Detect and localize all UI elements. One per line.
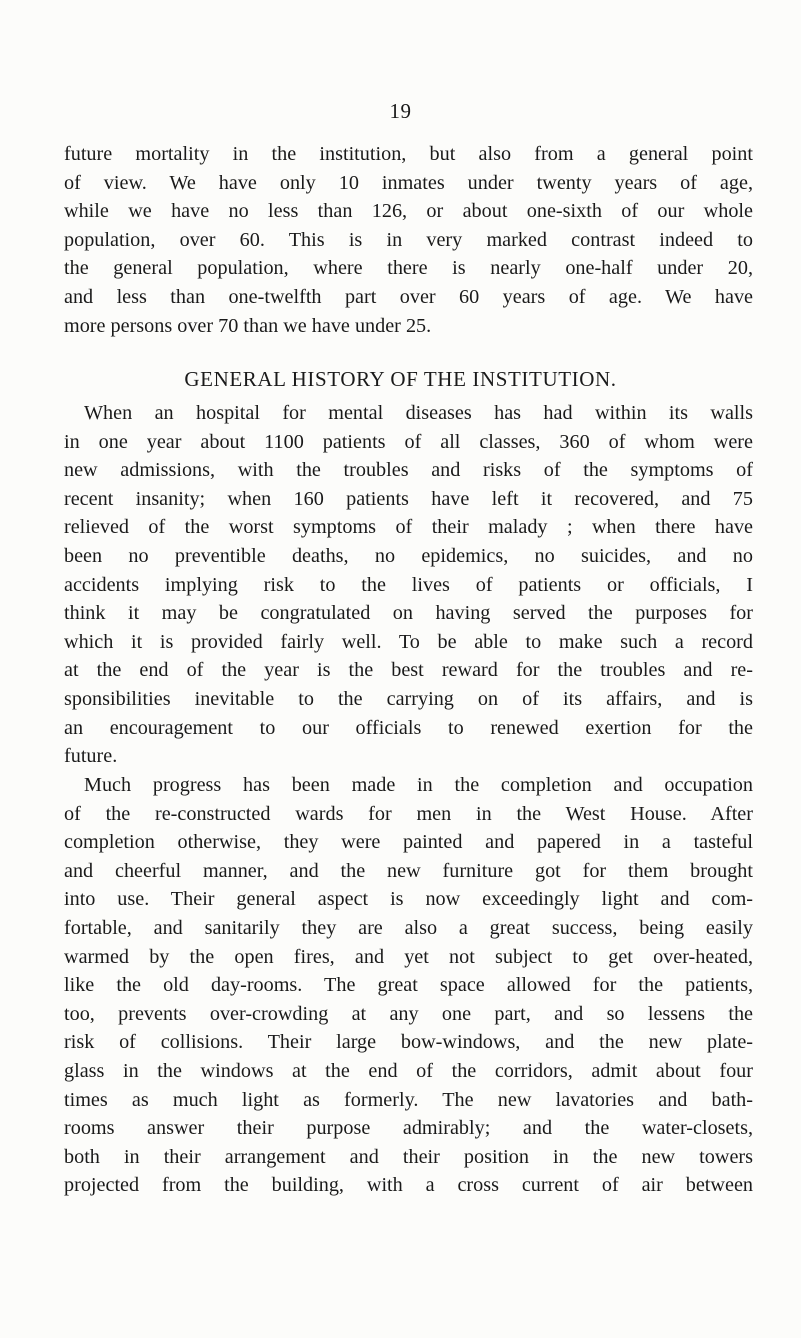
text-line: at the end of the year is the best reward for the troubles and re- — [64, 659, 753, 682]
text-line: think it may be congratulated on having served the purposes for — [64, 602, 753, 625]
text-line: both in their arrangement and their position in the new towers — [64, 1145, 753, 1168]
text-line: an encouragement to our officials to renewed exertion for the — [64, 716, 753, 739]
paragraph-general-history — [64, 399, 753, 771]
text-line: risk of collisions. Their large bow-windows, and the new plate- — [64, 1031, 753, 1054]
text-line: and less than one-twelfth part over 60 years of age. We have — [64, 285, 753, 308]
text-line: while we have no less than 126, or about one-sixth of our whole — [64, 200, 753, 223]
text-line: recent insanity; when 160 patients have left it recovered, and 75 — [64, 487, 753, 510]
text-line: into use. Their general aspect is now exceedingly light and com- — [64, 888, 753, 911]
text-line: the general population, where there is nearly one-half under 20, — [64, 257, 753, 280]
text-line: accidents implying risk to the lives of patients or officials, I — [64, 573, 753, 596]
text-line: future. — [64, 745, 118, 768]
text-line: warmed by the open fires, and yet not subject to get over-heated, — [64, 945, 753, 968]
page-number: 19 — [389, 99, 412, 123]
text-line: too, prevents over-crowding at any one part, and so lessens the — [64, 1002, 753, 1025]
text-line: population, over 60. This is in very marked contrast indeed to — [64, 228, 753, 251]
text-line: been no preventible deaths, no epidemics, no suicides, and no — [64, 544, 753, 567]
text-line: rooms answer their purpose admirably; and the water-closets, — [64, 1117, 753, 1140]
text-line: new admissions, with the troubles and risks of the symptoms of — [64, 459, 753, 482]
paragraph-mortality — [64, 140, 753, 340]
text-line: like the old day-rooms. The great space allowed for the patients, — [64, 974, 753, 997]
text-line: of the re-constructed wards for men in the West House. After — [64, 802, 753, 825]
text-line: Much progress has been made in the completion and occupation — [84, 774, 753, 796]
text-line: When an hospital for mental diseases has had within its walls — [84, 402, 753, 424]
text-line: fortable, and sanitarily they are also a great success, being easily — [64, 916, 753, 939]
paragraph-west-house — [64, 771, 753, 1200]
section-heading: GENERAL HISTORY OF THE INSTITUTION. — [184, 367, 617, 391]
text-line: relieved of the worst symptoms of their malady ; when there have — [64, 516, 753, 539]
text-line: in one year about 1100 patients of all classes, 360 of whom were — [64, 430, 753, 453]
text-line: sponsibilities inevitable to the carrying on of its affairs, and is — [64, 687, 753, 710]
text-line: future mortality in the institution, but also from a general point — [64, 143, 753, 165]
text-line: glass in the windows at the end of the corridors, admit about four — [64, 1059, 753, 1082]
text-line: times as much light as formerly. The new lavatories and bath- — [64, 1088, 753, 1111]
text-line: completion otherwise, they were painted and papered in a tasteful — [64, 831, 753, 854]
text-line: of view. We have only 10 inmates under twenty years of age, — [64, 171, 753, 194]
text-line: projected from the building, with a cross current of air between — [64, 1174, 753, 1197]
text-line: and cheerful manner, and the new furniture got for them brought — [64, 859, 753, 882]
text-line: more persons over 70 than we have under 25. — [64, 314, 432, 337]
text-line: which it is provided fairly well. To be able to make such a record — [64, 630, 753, 653]
